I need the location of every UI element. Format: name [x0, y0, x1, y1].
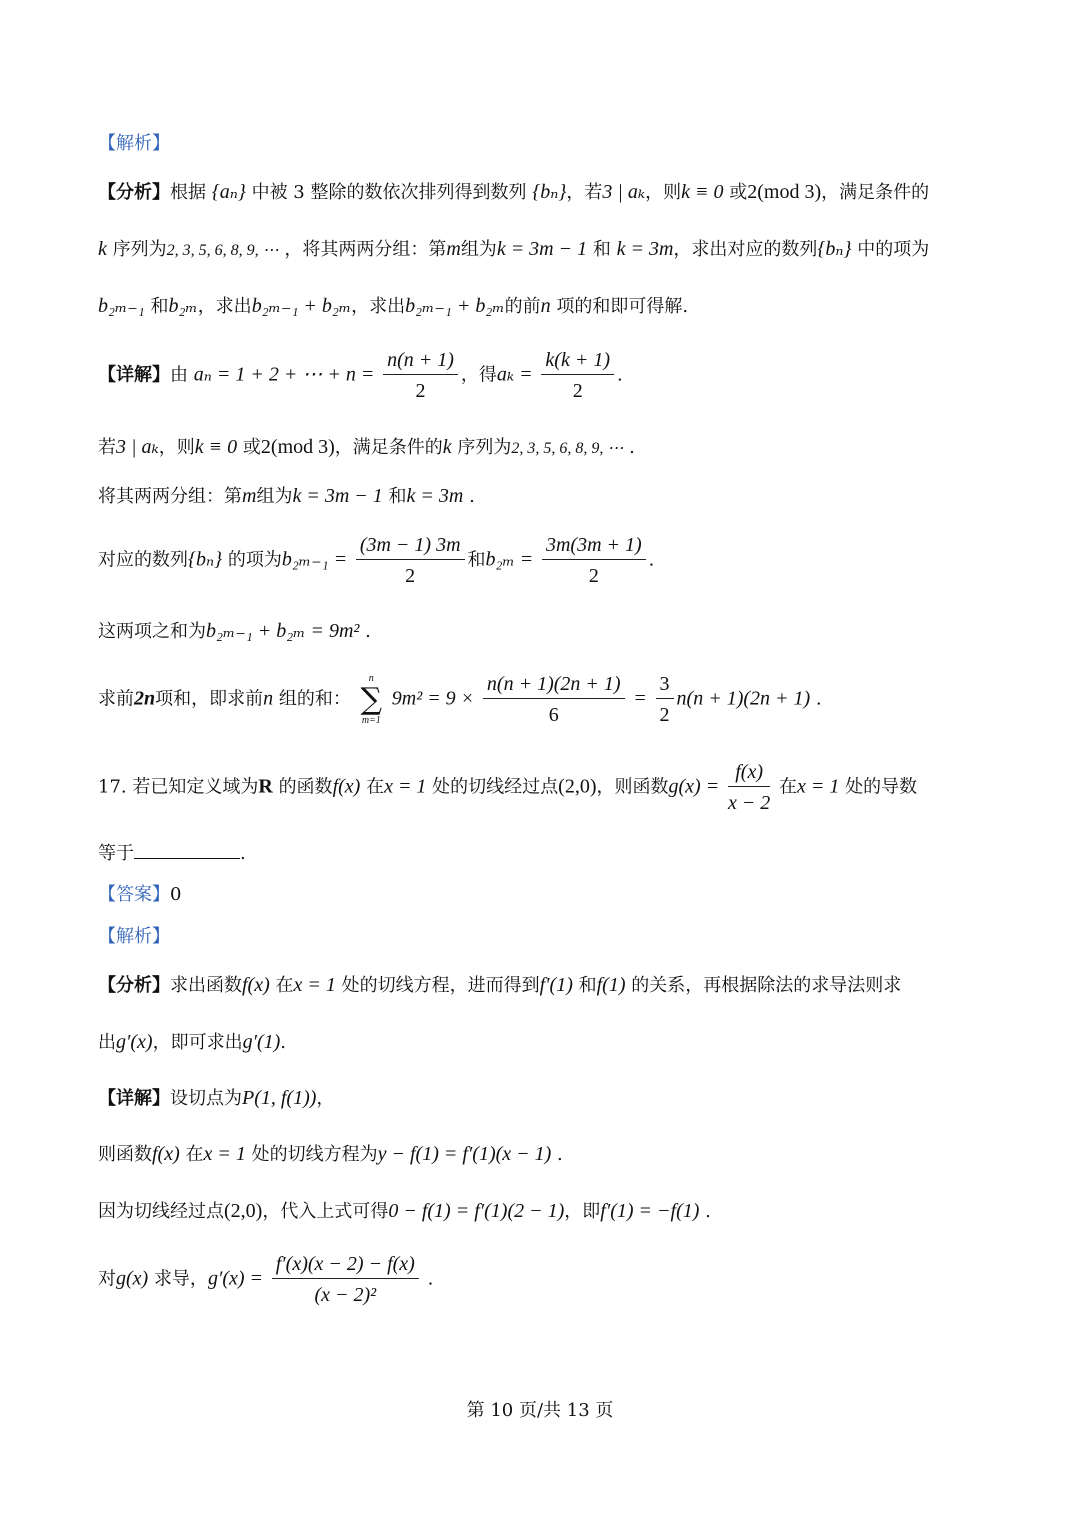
text-span: 和: [467, 549, 486, 571]
text-span: 等于: [98, 843, 134, 864]
text-span: aₙ = 1 + 2 + ⋯ + n =: [193, 363, 375, 386]
text-span: n(n + 1): [383, 348, 458, 375]
text-span: x − 2: [727, 792, 771, 814]
text-span: 组的和：: [278, 688, 351, 710]
text-span: .: [629, 437, 635, 458]
text-span: g′(x) =: [207, 1267, 264, 1290]
xiangjie-17-line-1: [98, 1085, 334, 1112]
text-span: 处的切线方程，进而得到: [341, 975, 540, 996]
text-span: f(1): [596, 974, 626, 996]
text-span: ，求出对应的数列: [673, 239, 818, 260]
text-span: 组为: [460, 239, 497, 260]
text-span: 将其两两分组：第: [98, 486, 242, 507]
text-span: 处的导数: [845, 776, 918, 798]
fraction: [272, 1252, 419, 1307]
text-span: ，若: [566, 182, 603, 203]
jiexi-tag: 【解析】: [98, 926, 170, 947]
text-span: 则函数: [98, 1144, 152, 1165]
text-span: 在: [779, 776, 798, 798]
text-span: =: [633, 687, 647, 710]
text-span: ，得: [460, 364, 497, 386]
text-span: 3: [656, 672, 674, 699]
text-span: 2, 3, 5, 6, 8, 9, ⋯: [511, 440, 624, 457]
text-span: 序列为: [457, 437, 512, 458]
text-span: n: [368, 672, 374, 684]
text-span: 若: [98, 437, 116, 458]
fraction: [541, 348, 614, 403]
text-span: 或: [729, 182, 748, 203]
text-span: g′(1): [242, 1031, 281, 1053]
text-span: 【分析】: [98, 182, 170, 203]
jiexi-tag: 【解析】: [98, 133, 170, 154]
text-span: 的关系，再根据除法的求导法则求: [631, 975, 902, 996]
fraction: [542, 533, 646, 588]
text-span: 求出函数: [170, 975, 242, 996]
text-span: 处的切线经过点: [432, 776, 559, 798]
text-span: f(x): [728, 760, 770, 787]
text-span: x = 1: [203, 1143, 246, 1165]
jiexi-heading-17: [98, 924, 170, 950]
text-span: 【详解】: [98, 364, 170, 386]
text-span: .: [617, 364, 623, 386]
text-span: {bₙ}: [188, 548, 223, 571]
text-span: 2: [659, 704, 670, 726]
text-span: 2n: [134, 687, 156, 710]
text-span: 或: [242, 437, 261, 458]
text-span: 3 | aₖ: [602, 181, 646, 203]
text-span: R: [258, 775, 273, 798]
xiangjie-16-line-6: [98, 672, 822, 727]
text-span: 2(mod 3): [747, 181, 822, 203]
fenxi-16-line-2: [98, 236, 929, 264]
text-span: 设切点为: [170, 1088, 242, 1109]
text-span: 的项为: [227, 549, 282, 571]
fraction: [728, 760, 770, 815]
text-span: f′(x)(x − 2) − f(x): [272, 1252, 419, 1279]
text-span: 在: [366, 776, 385, 798]
text-span: 对: [98, 1268, 116, 1290]
fraction: [656, 672, 674, 727]
text-span: f′(1) = −f(1): [600, 1200, 700, 1222]
text-span: x = 1: [384, 775, 427, 798]
text-span: {bₙ}: [532, 181, 567, 203]
fenxi-17-line-2: [98, 1029, 286, 1056]
text-span: ，将其两两分组：第: [284, 239, 447, 260]
xiangjie-16-line-5: [98, 618, 371, 645]
text-span: {bₙ}: [817, 238, 852, 260]
text-span: f(x): [152, 1143, 180, 1165]
text-span: b₂ₘ: [168, 295, 198, 317]
text-span: k(k + 1): [541, 348, 614, 375]
text-span: k = 3m: [616, 238, 674, 260]
text-span: 的函数: [278, 776, 333, 798]
xiangjie-16-line-3: [98, 483, 475, 510]
text-span: g(x) =: [668, 775, 720, 798]
text-span: ，即: [564, 1201, 601, 1222]
text-span: k: [98, 238, 107, 260]
text-span: b₂ₘ =: [485, 548, 534, 571]
text-span: ，则函数: [596, 776, 669, 798]
text-span: n(n + 1)(2n + 1): [676, 687, 811, 710]
text-span: (3m − 1) 3m: [356, 533, 465, 560]
text-span: 2: [572, 380, 583, 402]
text-span: 和: [592, 239, 611, 260]
text-span: g(x): [116, 1267, 149, 1290]
text-span: P(1, f(1)): [242, 1087, 317, 1109]
fenxi-17-line-1: [98, 972, 901, 999]
text-span: 序列为: [112, 239, 167, 260]
text-span: n: [540, 295, 551, 317]
text-span: k = 3m: [406, 485, 464, 507]
text-span: 由: [170, 364, 188, 386]
text-span: 在: [185, 1144, 204, 1165]
xiangjie-16-line-1: [98, 348, 623, 403]
text-span: .: [240, 843, 246, 864]
text-span: m=1: [361, 714, 381, 726]
text-span: 2: [588, 565, 599, 587]
text-span: ，求出: [197, 296, 252, 317]
text-span: m: [446, 238, 461, 260]
text-span: .: [469, 486, 475, 507]
text-span: ，即可求出: [152, 1032, 243, 1053]
text-span: b₂ₘ₋₁ + b₂ₘ = 9m²: [206, 620, 360, 642]
answer-value: 0: [170, 884, 182, 905]
question-number: 17.: [98, 776, 127, 798]
text-span: 2, 3, 5, 6, 8, 9, ⋯: [166, 242, 279, 259]
fenxi-16-line-3: [98, 293, 688, 320]
fraction: [383, 348, 458, 403]
text-span: k ≡ 0: [681, 181, 724, 203]
text-span: .: [815, 688, 822, 710]
text-span: 0 − f(1) = f′(1)(2 − 1): [388, 1200, 565, 1222]
text-span: 处的切线方程为: [251, 1144, 378, 1165]
text-span: 这两项之和为: [98, 621, 206, 642]
text-span: 6: [548, 704, 559, 726]
text-span: (2,0): [558, 775, 597, 798]
question-17-line-1: [98, 760, 917, 815]
daan-tag: 【答案】: [98, 884, 170, 905]
page-footer: 第 10 页/共 13 页: [466, 1400, 614, 1421]
text-span: ，求出: [351, 296, 406, 317]
xiangjie-17-line-2: [98, 1141, 563, 1168]
text-span: 中的项为: [857, 239, 930, 260]
text-span: 在: [275, 975, 294, 996]
fraction: [483, 672, 625, 727]
text-span: .: [705, 1201, 711, 1222]
text-span: b₂ₘ₋₁ =: [281, 548, 348, 571]
text-span: ，则: [158, 437, 195, 458]
text-span: f(x): [332, 775, 361, 798]
text-span: m: [242, 485, 257, 507]
text-span: 项的和即可得解.: [556, 296, 689, 317]
text-span: .: [280, 1032, 287, 1053]
text-span: 【详解】: [98, 1088, 170, 1109]
text-span: x = 1: [797, 775, 840, 798]
text-span: 2: [405, 565, 416, 587]
xiangjie-17-line-4: [98, 1252, 433, 1307]
text-span: .: [648, 549, 655, 571]
text-span: 3m(3m + 1): [542, 533, 646, 560]
text-span: k ≡ 0: [194, 436, 238, 458]
xiangjie-17-line-3: [98, 1198, 711, 1225]
text-span: ，则: [645, 182, 682, 203]
text-span: 根据: [170, 182, 206, 203]
text-span: .: [557, 1144, 563, 1165]
jiexi-heading-16: [98, 131, 170, 157]
xiangjie-16-line-4: [98, 533, 654, 588]
text-span: 2: [415, 380, 426, 402]
text-span: .: [365, 621, 371, 642]
text-span: 【分析】: [98, 975, 170, 996]
text-span: 对应的数列: [98, 549, 188, 571]
text-span: k = 3m − 1: [292, 485, 383, 507]
text-span: ∑: [360, 681, 383, 717]
text-span: 组为: [256, 486, 293, 507]
text-span: 因为切线经过点: [98, 1201, 224, 1222]
summation-sign: [361, 673, 382, 727]
text-span: 2(mod 3): [260, 436, 335, 458]
text-span: .: [427, 1268, 434, 1290]
answer-17: [98, 882, 181, 908]
text-span: 若已知定义域为: [132, 776, 259, 798]
text-span: f′(1): [539, 974, 573, 996]
answer-blank: [134, 840, 240, 859]
text-span: 和: [578, 975, 597, 996]
fraction: [356, 533, 465, 588]
text-span: ，满足条件的: [334, 437, 443, 458]
text-span: g′(x): [116, 1031, 153, 1053]
text-span: n: [263, 687, 274, 710]
text-span: f(x): [242, 974, 270, 996]
text-span: 中被 3 整除的数依次排列得到数列: [251, 182, 527, 203]
text-span: x = 1: [293, 974, 336, 996]
fenxi-16-line-1: [98, 179, 929, 206]
text-span: 9m² = 9 ×: [391, 687, 475, 710]
text-span: 项和，即求前: [155, 688, 264, 710]
text-span: b₂ₘ₋₁ + b₂ₘ: [251, 295, 352, 317]
text-span: 出: [98, 1032, 116, 1053]
text-span: ，: [316, 1088, 335, 1109]
text-span: ，代入上式可得: [262, 1201, 389, 1222]
question-17-line-2: [98, 840, 246, 867]
text-span: {aₙ}: [211, 181, 246, 203]
text-span: b₂ₘ₋₁: [98, 295, 145, 317]
text-span: 求前: [98, 688, 134, 710]
text-span: n(n + 1)(2n + 1): [483, 672, 625, 699]
text-span: y − f(1) = f′(1)(x − 1): [377, 1143, 552, 1165]
text-span: k: [442, 436, 452, 458]
text-span: 的前: [504, 296, 541, 317]
text-span: 求导，: [153, 1268, 208, 1290]
text-span: b₂ₘ₋₁ + b₂ₘ: [405, 295, 505, 317]
text-span: k = 3m − 1: [496, 238, 588, 260]
text-span: 和: [388, 486, 407, 507]
text-span: 和: [150, 296, 169, 317]
text-span: aₖ =: [496, 363, 533, 386]
text-span: (x − 2)²: [314, 1284, 377, 1306]
text-span: 3 | aₖ: [116, 436, 159, 458]
text-span: ，满足条件的: [821, 182, 930, 203]
xiangjie-16-line-2: [98, 434, 635, 462]
text-span: (2,0): [224, 1200, 263, 1222]
